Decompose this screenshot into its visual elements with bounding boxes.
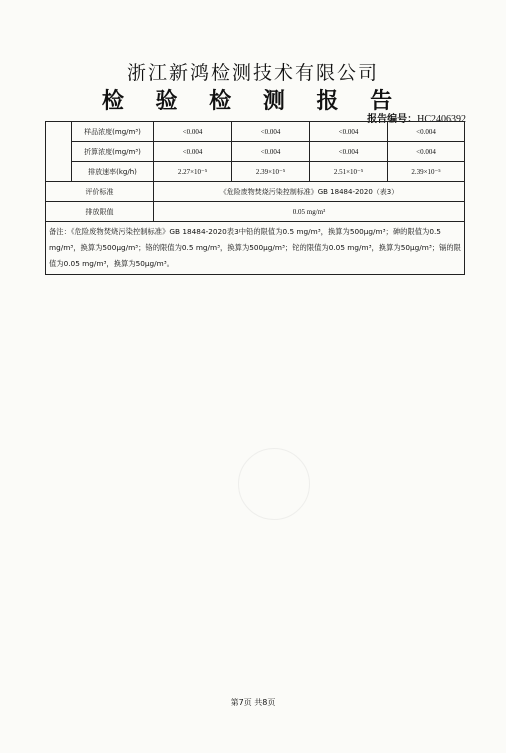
merged-side-cell	[46, 122, 72, 182]
standard-value: 《危险废物焚烧污染控制标准》GB 18484-2020（表3）	[154, 182, 465, 202]
table-row	[46, 142, 465, 162]
table-row	[46, 122, 465, 142]
table-cell: 2.51×10⁻⁵	[310, 162, 388, 182]
row-label: 排放速率(kg/h)	[72, 162, 154, 182]
report-number-label: 报告编号：	[367, 114, 418, 125]
table-cell: <0.004	[154, 142, 232, 162]
faint-seal-mark	[238, 448, 310, 520]
table-cell: 2.39×10⁻⁵	[388, 162, 465, 182]
table-cell: <0.004	[310, 142, 388, 162]
table-row	[46, 222, 465, 275]
standard-label: 评价标准	[46, 182, 154, 202]
page-number: 第7页 共8页	[230, 698, 276, 707]
row-label: 折算浓度(mg/m³)	[72, 142, 154, 162]
report-title: 检 验 检 测 报 告	[101, 88, 405, 114]
test-results-table	[45, 121, 465, 275]
limit-value: 0.05 mg/m³	[154, 202, 465, 222]
row-label: 样品浓度(mg/m³)	[72, 122, 154, 142]
table-row	[46, 202, 465, 222]
limit-label: 排放限值	[46, 202, 154, 222]
table-cell: <0.004	[310, 122, 388, 142]
table-row	[46, 182, 465, 202]
table-cell: 2.27×10⁻⁵	[154, 162, 232, 182]
table-cell: <0.004	[388, 122, 465, 142]
table-row	[46, 162, 465, 182]
table-cell: <0.004	[388, 142, 465, 162]
table-cell: 2.39×10⁻⁵	[232, 162, 310, 182]
table-cell: <0.004	[154, 122, 232, 142]
remark-text: 备注：《危险废物焚烧污染控制标准》GB 18484-2020表3中铅的限值为0.5 mg/m³，换算为500μg/m³；砷的限值为0.5 mg/m³，换算为500μg/m³；铬的限值为0.5 mg/m³，换算为500μg/m³；铊的限值为0.05 mg/m³，换算为50μg/m³；镉的限值为0.05 mg/m³，换算为50μg/m³。	[46, 222, 465, 275]
table-cell: <0.004	[232, 142, 310, 162]
company-name: 浙江新鸿检测技术有限公司	[126, 62, 379, 84]
report-number-value: HC2406392	[417, 114, 466, 125]
table-cell: <0.004	[232, 122, 310, 142]
